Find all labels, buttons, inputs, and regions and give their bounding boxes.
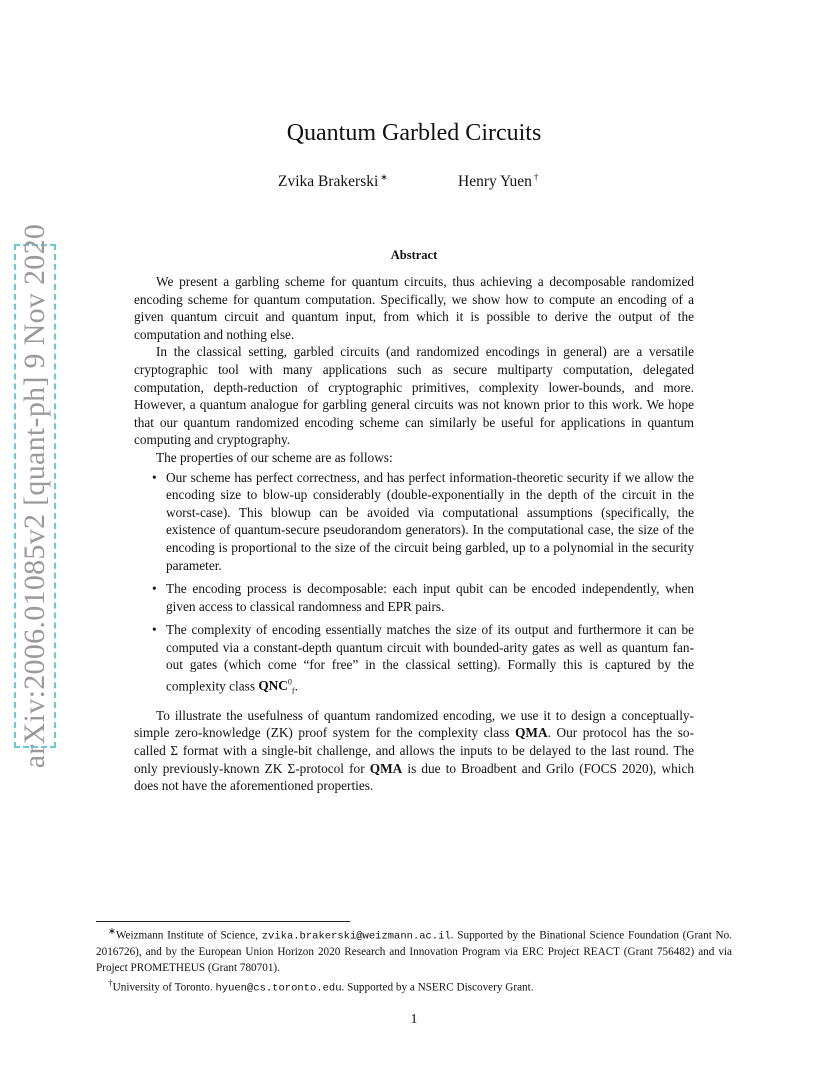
author-list (0, 172, 828, 194)
complexity-class-qma: QMA (369, 760, 403, 776)
footnote-divider (96, 921, 350, 922)
complexity-class-qma: QMA (515, 725, 548, 741)
footnotes (96, 925, 732, 997)
author-mark: ∗ (380, 172, 388, 182)
abstract-paragraph: The properties of our scheme are as follows: (156, 449, 393, 465)
abstract-heading: Abstract (390, 248, 438, 262)
list-item-end: . (294, 678, 298, 694)
list-item: • The encoding process is decomposable: each input qubit can be encoded independently, when given access to classical randomness and EPR pairs. (166, 580, 694, 615)
list-item (166, 621, 694, 700)
footnote-mark: ∗ (108, 927, 116, 937)
footnote-yuen (96, 977, 732, 997)
footnote-brakerski (96, 925, 732, 977)
arxiv-stamp (14, 223, 56, 769)
class-subscript: f (291, 687, 295, 697)
paragraph-text: is due to Broadbent and Grilo (FOCS 2020), which does not have the aforementioned properties. (134, 760, 694, 794)
properties-list (134, 469, 694, 701)
list-item: • Our scheme has perfect correctness, and has perfect information-theoretic security if we allow the encoding size to blow-up considerably (double-exponentially in the depth of the circuit in the worst-case). This blowup can be avoided via computational assumptions (specifically, the existence of quantum-secure pseudorandom generators). In the computational case, the size of the encoding is proportional to the size of the circuit being garbled, up to a polynomial in the security parameter. (166, 469, 694, 575)
list-item-text: The complexity of encoding essentially matches the size of its output and furthermore it can be computed via a constant-depth quantum circuit with bounded-arity gates as well as quantum fan-out gates (which come “for free” in the classical setting). Formally this is captured by the complexity class (166, 622, 694, 694)
footnote-email: hyuen@cs.toronto.edu (215, 982, 342, 995)
paragraph-text: To illustrate the usefulness of quantum randomized encoding, we use it to design a conceptually-simple zero-knowledge (ZK) proof system for the complexity class (134, 707, 694, 741)
footnote-email: zvika.brakerski@weizmann.ac.il (261, 930, 451, 943)
arxiv-identifier: arXiv:2006.01085v2 [quant-ph] 9 Nov 2020 (18, 223, 51, 769)
footnote-text: . Supported by the Binational Science Foundation (Grant No. 2016726), and by the European Union Horizon 2020 Research and Innovation Program via ERC Project REACT (Grant 756482) and via Project PROMETHEUS (Grant 780701). (96, 929, 732, 974)
paragraph-text: . Our protocol has the so-called Σ format with a single-bit challenge, and allows the inputs to be delayed to the last round. The only previously-known ZK Σ-protocol for (134, 725, 694, 776)
abstract-paragraph: In the classical setting, garbled circuits (and randomized encodings in general) are a versatile cryptographic tool with many applications such as secure multiparty computation, delegated computation, depth-reduction of cryptographic primitives, complexity lower-bounds, and more. However, a quantum analogue for garbling general circuits was not known prior to this work. We hope that our quantum randomized encoding scheme can similarly be useful for applications in quantum computing and cryptography. (134, 344, 694, 448)
author-name: Zvika Brakerski (278, 173, 379, 191)
page-number: 1 (410, 1012, 418, 1027)
abstract-paragraph (134, 707, 694, 795)
footnote-mark: † (108, 978, 113, 989)
class-superscript: 0 (287, 678, 292, 688)
footnote-text: Weizmann Institute of Science, (115, 929, 262, 942)
author-mark: † (533, 172, 539, 182)
footnote-text: . Supported by a NSERC Discovery Grant. (341, 981, 534, 994)
footnote-text: University of Toronto. (112, 981, 216, 994)
abstract-paragraph: We present a garbling scheme for quantum circuits, thus achieving a decomposable randomized encoding scheme for quantum computation. Specifically, we show how to compute an encoding of a given quantum circuit and quantum input, from which it is possible to derive the output of the computation and nothing else. (134, 274, 694, 342)
paper-title: Quantum Garbled Circuits (286, 120, 542, 146)
author-yuen (458, 172, 538, 191)
complexity-class-qncf (258, 678, 295, 697)
author-name: Henry Yuen (458, 173, 532, 191)
class-name: QNC (258, 678, 288, 694)
author-brakerski (278, 172, 388, 191)
abstract-body (134, 273, 694, 795)
